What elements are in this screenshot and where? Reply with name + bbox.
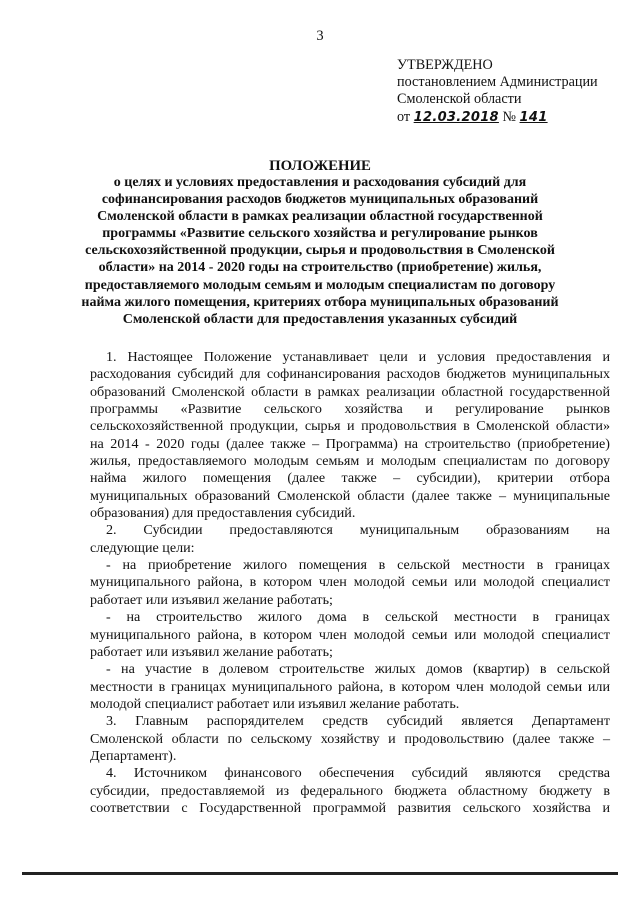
page-number: 3 [316,28,324,44]
approval-region-line: Смоленской области [397,91,522,108]
paragraph-line: сельскохозяйственной продукции, сырья и продовольствия в Смоленской области» [90,418,610,435]
handwritten-number: 141 [519,109,548,125]
subheading-line: предоставляемого молодым семьям и молодым специалистам по договору [84,277,556,293]
paragraph-line: Департамент). [90,747,177,764]
paragraph-line: 3. Главным распорядителем средств субсидий является Департамент [106,713,610,730]
document-body [90,349,610,817]
subheading-line: о целях и условиях предоставления и расходования субсидий для [113,175,527,190]
subheading-line: сельскохозяйственной продукции, сырья и продовольствия в Смоленской [85,243,555,259]
paragraph-line: 2. Субсидии предоставляются муниципальным образованиям на [106,522,610,539]
paragraph-line: субсидии, предоставляемой из федерального бюджета областному бюджету в [90,782,610,799]
paragraph-line: 1. Настоящее Положение устанавливает цели и условия предоставления и [106,349,610,365]
paragraph-line: образования) для предоставления субсидий. [90,505,356,522]
paragraph-line: работает или изъявил желание работать; [90,591,333,608]
paragraph-line: жилья, предоставляемого молодым семьям и молодым специалистам по договору [90,453,610,470]
paragraph-line: на 2014 - 2020 годы (далее также – Программа) на строительство (приобретение) [90,435,610,452]
date-prefix: от [397,108,411,125]
subheading-line: Смоленской области для предоставления указанных субсидий [122,311,518,327]
subheading-line: программы «Развитие сельского хозяйства и регулирование рынков [102,226,538,242]
paragraph-line: - на строительство жилого дома в сельской местности в границах [106,609,610,626]
subheading-line: найма жилого помещения, критериях отбора муниципальных образований [81,294,559,310]
paragraph-line: программы «Развитие сельского хозяйства и регулирование рынков [90,401,610,418]
paragraph-line: муниципальных образований Смоленской области (далее также – муниципальные [90,487,610,504]
paragraph-line: муниципального района, в котором член молодой семьи или молодой специалист [90,626,610,643]
paragraph-line: местности в границах муниципального района, в котором член молодой семьи или [90,678,610,695]
paragraph-line: образований Смоленской области в рамках реализации областной государственной [90,383,610,400]
subheading-line: софинансирования расходов бюджетов муниципальных образований [101,192,539,208]
subheading-line: Смоленской области в рамках реализации областной государственной [97,209,543,225]
paragraph-line: соответствии с Государственной программой развития сельского хозяйства и [90,799,610,816]
paragraph-line: расходования субсидий для софинансирования расходов бюджетов муниципальных [90,366,610,383]
approval-block [397,57,633,126]
paragraph-line: найма жилого помещения (далее также – субсидии), критерии отбора [90,470,610,487]
subheading-line: области» на 2014 - 2020 годы на строительство (приобретение) жилья, [98,260,542,276]
bottom-rule [22,872,618,875]
paragraph-line: Смоленской области по сельскому хозяйству и продовольствию (далее также – [90,730,610,747]
paragraph-line: молодой специалист работает или изъявил желание работать. [90,695,460,712]
paragraph-line: 4. Источником финансового обеспечения субсидий являются средства [106,765,610,782]
paragraph-line: муниципального района, в котором член молодой семьи или молодой специалист [90,574,610,591]
paragraph-line: следующие цели: [90,539,195,556]
approval-issuer-line: постановлением Администрации [397,74,598,91]
approval-title: УТВЕРЖДЕНО [397,57,493,73]
handwritten-date: 12.03.2018 [413,109,499,125]
paragraph-line: работает или изъявил желание работать; [90,643,333,660]
approval-date-line [397,109,633,126]
paragraph-line: - на приобретение жилого помещения в сельской местности в границах [106,557,610,574]
document-subheading [80,174,560,328]
number-sign: № [502,108,516,125]
document-heading: ПОЛОЖЕНИЕ [269,158,371,174]
paragraph-line: - на участие в долевом строительстве жилых домов (квартир) в сельской [106,661,610,678]
